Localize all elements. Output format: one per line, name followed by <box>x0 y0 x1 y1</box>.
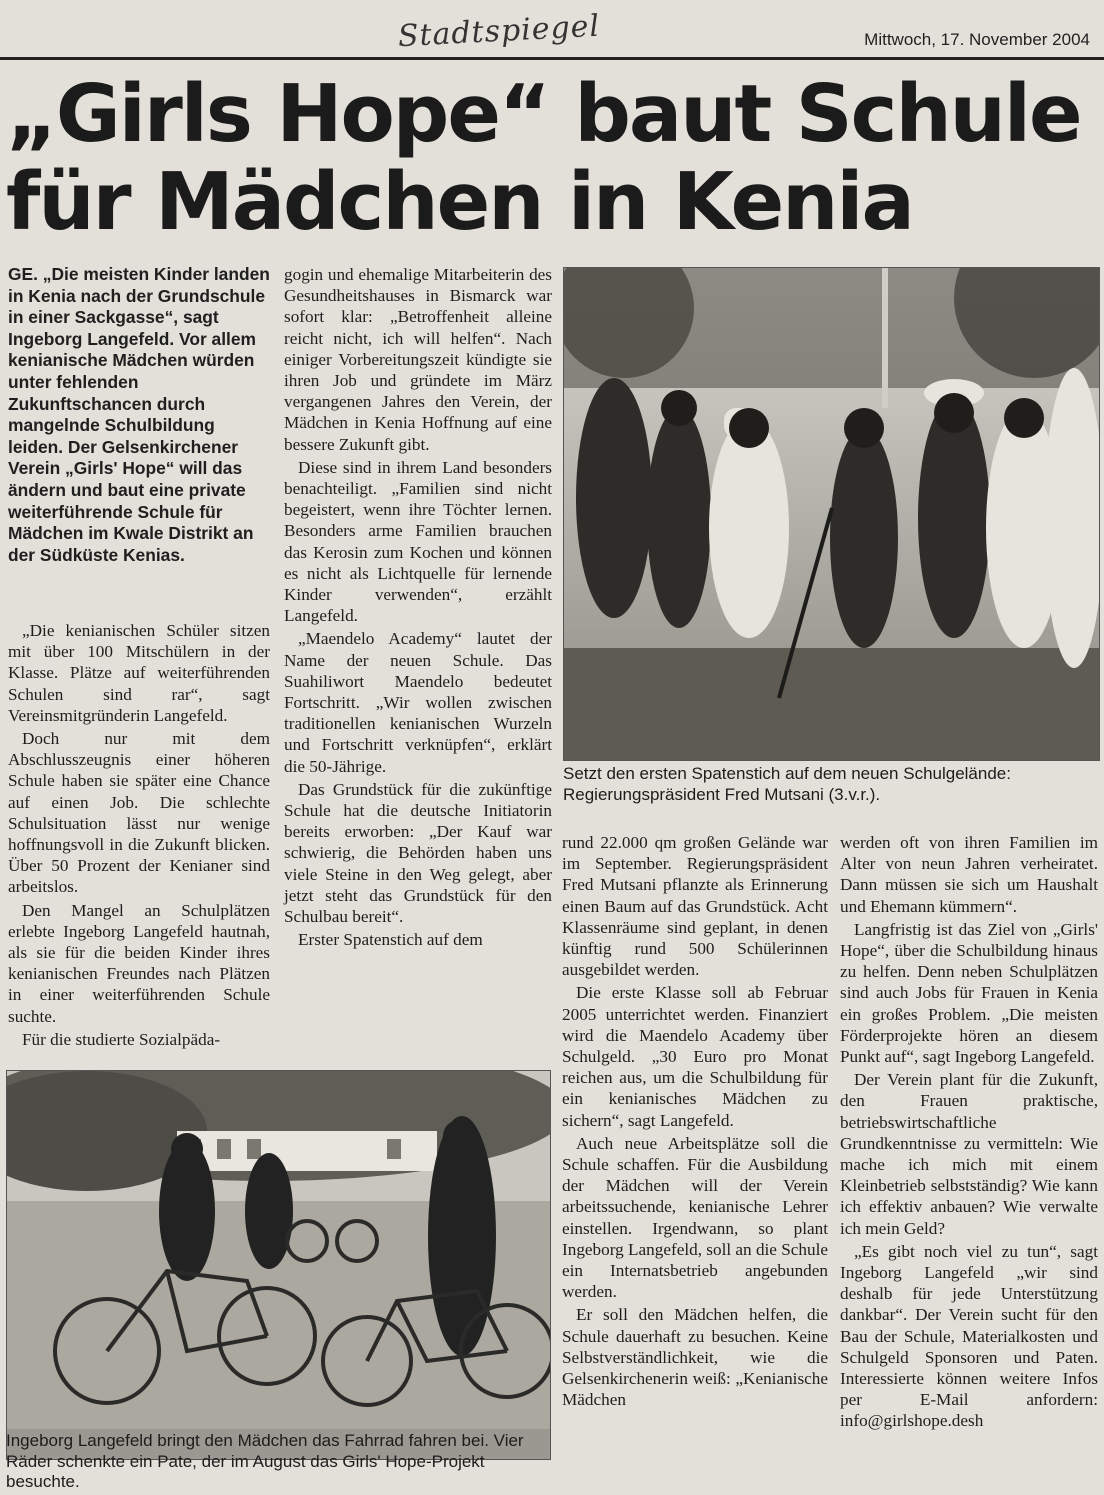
paragraph: Erster Spatenstich auf dem <box>298 930 483 950</box>
paragraph: rund 22.000 qm großen Gelände war im September. Regierungspräsident Fred Mutsani pflanzte als Erinnerung einen Baum auf das Grundstück. Acht Klassenräume sind geplant, in denen künftig rund 500 Schülerinnen ausgebildet werden. <box>562 833 828 980</box>
paragraph: Für die studierte Sozialpäda- <box>22 1029 221 1049</box>
paragraph: Das Grundstück für die zukünftige Schule hat die deutsche Initiatorin bereits erworben: „Der Kauf war schwierig, die Behörden haben uns viele Steine in den Weg gelegt, aber jetzt steht das Grundstück für den Schulbau bereit“. <box>284 779 552 927</box>
masthead-rule <box>0 57 1104 60</box>
column-4 <box>840 832 1098 1434</box>
photo-caption-groundbreaking: Setzt den ersten Spatenstich auf dem neuen Schulgelände: Regierungspräsident Fred Mutsani (3.v.r.). <box>563 764 1011 804</box>
column-2 <box>284 264 552 953</box>
paragraph: „Die kenianischen Schüler sitzen mit über 100 Mitschülern in der Klasse. Plätze auf weiterführenden Schulen sind rar“, sagt Vereinsmitgründerin Langefeld. <box>8 621 270 725</box>
paragraph: Auch neue Arbeitsplätze soll die Schule schaffen. Für die Ausbildung der Mädchen will der Verein arbeitssuchende, kenianische Lehrer einstellen. Irgendwann, so plant Ingeborg Langefeld, soll an die Schule ein Internatsbetrieb angebunden werden. <box>562 1133 829 1302</box>
paragraph: Doch nur mit dem Abschlusszeugnis einer höheren Schule haben sie später eine Chance auf einen Job. Die schlechte Schulsituation lässt nur wenige hoffnungsvoll in die Zukunft blicken. Über 50 Prozent der Kenianer sind arbeitslos. <box>8 729 270 897</box>
paragraph: „Es gibt noch viel zu tun“, sagt Ingeborg Langefeld „wir sind deshalb für jede Unterstützung dankbar“. Der Verein sucht für den Bau der Schule, Materialkosten und Schulgeld Sponsoren und Paten. Interessierte können weitere Infos per E-Mail anfordern: info@girlshope.desh <box>840 1241 1098 1431</box>
groundbreaking-photo-illustration <box>564 268 1099 760</box>
paragraph: Er soll den Mädchen helfen, die Schule dauerhaft zu besuchen. Keine Selbstverständlichkeit, wie die Gelsenkirchenerin weiß: „Kenianische Mädchen <box>562 1305 828 1410</box>
bicycle-photo <box>6 1070 551 1460</box>
paragraph: gogin und ehemalige Mitarbeiterin des Gesundheitshauses in Bismarck war sofort klar: „Betroffenheit alleine reicht nicht, ich will helfen“. Nach einiger Vorbereitungszeit kündigte sie ihren Job und gründete im März vergangenen Jahres den Verein, der Mädchen in Kenia Hoffnung auf eine bessere Zukunft gibt. <box>284 265 552 454</box>
paragraph: Der Verein plant für die Zukunft, den Frauen praktische, betriebswirtschaftliche Grundkenntnisse zu vermitteln: Wie mache ich mich mit einem Kleinbetrieb selbstständig? Wie kann ich effektiv anbauen? Wie verwalte ich mein Geld? <box>840 1070 1098 1238</box>
headline <box>6 70 1101 246</box>
bicycle-photo-illustration <box>7 1071 550 1429</box>
photo-caption-bicycles: Ingeborg Langefeld bringt den Mädchen das Fahrrad fahren bei. Vier Räder schenkte ein Pate, der im August das Girls' Hope-Projekt besuchte. <box>6 1431 524 1491</box>
issue-date: Mittwoch, 17. November 2004 <box>864 30 1090 49</box>
paragraph: Den Mangel an Schulplätzen erlebte Ingeborg Langefeld hautnah, als sie für die beiden Kinder ihres kenianischen Freundes nach Plätzen in einer weiterführenden Schule suchte. <box>8 900 270 1026</box>
groundbreaking-photo <box>563 267 1100 761</box>
paragraph: Langfristig ist das Ziel von „Girls' Hope“, über die Schulbildung hinaus zu helfen. Denn neben Schulplätzen sind auch Jobs für Frauen in Kenia ein großes Problem. „Die meisten Förderprojekte hören an diesem Punkt auf“, sagt Ingeborg Langefeld. <box>840 919 1098 1067</box>
paragraph: Die erste Klasse soll ab Februar 2005 unterrichtet werden. Finanziert wird die Maendelo Academy über Schulgeld. „30 Euro pro Monat reichen aus, um die Schulbildung für ein kenianisches Mädchen zu sichern“, sagt Langefeld. <box>562 983 828 1130</box>
publication-signature: Stadtspiegel <box>397 8 601 55</box>
headline-line-1: „Girls Hope“ baut Schule <box>6 68 1081 160</box>
paragraph: werden oft von ihren Familien im Alter von neun Jahren verheiratet. Dann müssen sie sich um Haushalt und Ehemann kümmern“. <box>840 833 1098 916</box>
paragraph: Diese sind in ihrem Land besonders benachteiligt. „Familien sind nicht begeistert, wenn ihre Töchter lernen. Besonders arme Familien brauchen das Kerosin zum Kochen und können es nicht als Lichtquelle für lernende Kinder verwenden“, erzählt Langefeld. <box>284 457 552 626</box>
column-3 <box>562 832 828 1412</box>
column-1 <box>8 620 270 1052</box>
paragraph: „Maendelo Academy“ lautet der Name der neuen Schule. Das Suahiliwort Maendelo bedeutet Fortschritt. „Wir wollen zwischen traditionellen kenianischen Wurzeln und Fortschritt verknüpfen“, erklärt die 50-Jährige. <box>284 629 552 776</box>
headline-line-2: für Mädchen in Kenia <box>6 156 913 248</box>
lead-paragraph: GE. „Die meisten Kinder landen in Kenia nach der Grundschule in einer Sackgasse“, sagt Ingeborg Langefeld. Vor allem kenianische Mädchen würden unter fehlenden Zukunftschancen durch mangelnde Schulbildung leiden. Der Gelsenkirchener Verein „Girls' Hope“ will das ändern und baut eine private weiterführende Schule für Mädchen im Kwale Distrikt an der Südküste Kenias. <box>8 264 270 565</box>
